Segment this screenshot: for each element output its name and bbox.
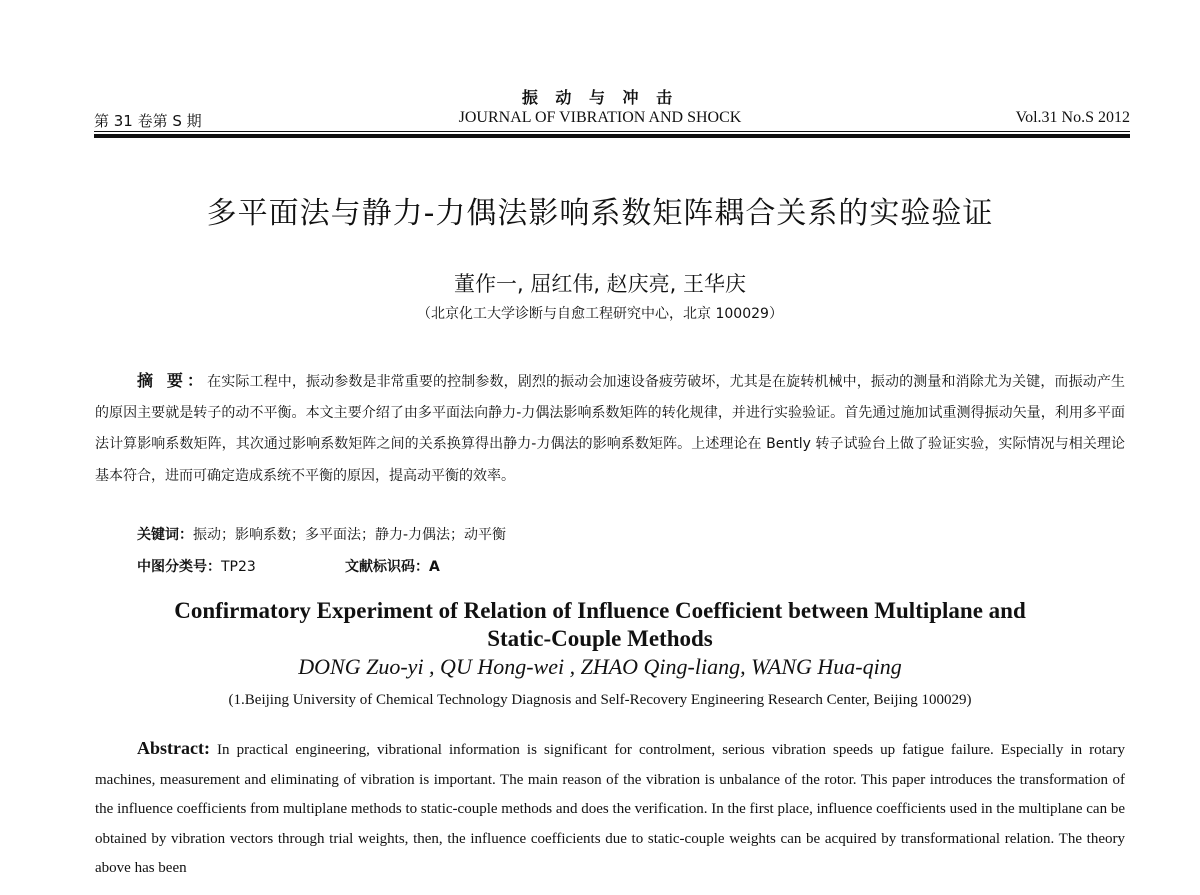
affiliation-en: (1.Beijing University of Chemical Technology Diagnosis and Self-Recovery Engineering Research Center, Beijing 100029) [228,692,972,708]
document-code [345,556,440,576]
keywords-cn [137,524,506,544]
paper-title-cn: 多平面法与静力-力偶法影响系数矩阵耦合关系的实验验证 [206,196,994,231]
affiliation-cn: （北京化工大学诊断与自愈工程研究中心，北京 100029） [417,306,783,322]
volume-issue-en: Vol.31 No.S 2012 [1015,109,1130,126]
abstract-text-cn: 在实际工程中，振动参数是非常重要的控制参数，剧烈的振动会加速设备疲劳破坏，尤其是在旋转机械中，振动的测量和消除尤为关键，而振动产生的原因主要就是转子的动不平衡。本文主要介绍了由多平面法向静力-力偶法影响系数矩阵的转化规律，并进行实验验证。首先通过施加试重测得振动矢量，利用多平面法计算影响系数矩阵，其次通过影响系数矩阵之间的关系换算得出静力-力偶法的影响系数矩阵。上述理论在 Bently 转子试验台上做了验证实验，实际情况与相关理论基本符合，进而可确定造成系统不平衡的原因，提高动平衡的效率。 [95,374,1126,484]
document-code-label: 文献标识码： [345,559,429,575]
keywords-label-cn: 关键词： [137,527,193,543]
journal-name-cn: 振 动 与 冲 击 [521,88,679,107]
paper-title-en [0,597,1200,653]
abstract-en [95,734,1125,884]
journal-name-en: JOURNAL OF VIBRATION AND SHOCK [458,109,742,126]
authors-en: DONG Zuo-yi , QU Hong-wei , ZHAO Qing-liang, WANG Hua-qing [298,654,902,679]
authors-cn: 董作一, 屈红伟, 赵庆亮, 王华庆 [453,272,747,296]
paper-title-en-line2: Static-Couple Methods [487,626,713,651]
clc-value: TP23 [221,559,256,575]
header-rule-thick [94,134,1130,138]
volume-issue-cn: 第 31 卷第 S 期 [94,112,202,130]
abstract-text-en: In practical engineering, vibrational information is significant for controlment, serious vibration speeds up fatigue failure. Especially in rotary machines, measurement and eliminating of vibration is important. The main reason of the vibration is unbalance of the rotor. This paper introduces the transformation of the influence coefficients from multiplane methods to static-couple methods and does the verification. In the first place, influence coefficients used in the multiplane can be obtained by vibration vectors through trial weights, then, the influence coefficients due to static-couple weights can be acquired by transformational relation. The theory above has been [95,742,1125,877]
keywords-text-cn: 振动；影响系数；多平面法；静力-力偶法；动平衡 [193,527,507,543]
abstract-label-en: Abstract: [137,738,210,758]
abstract-label-cn: 摘 要： [137,371,208,390]
paper-title-en-line1: Confirmatory Experiment of Relation of Influence Coefficient between Multiplane and [174,598,1026,623]
document-code-value: A [429,559,440,575]
header-rule-thin [94,131,1130,132]
clc-number [137,556,256,576]
abstract-cn [95,365,1125,492]
clc-label: 中图分类号： [137,559,221,575]
